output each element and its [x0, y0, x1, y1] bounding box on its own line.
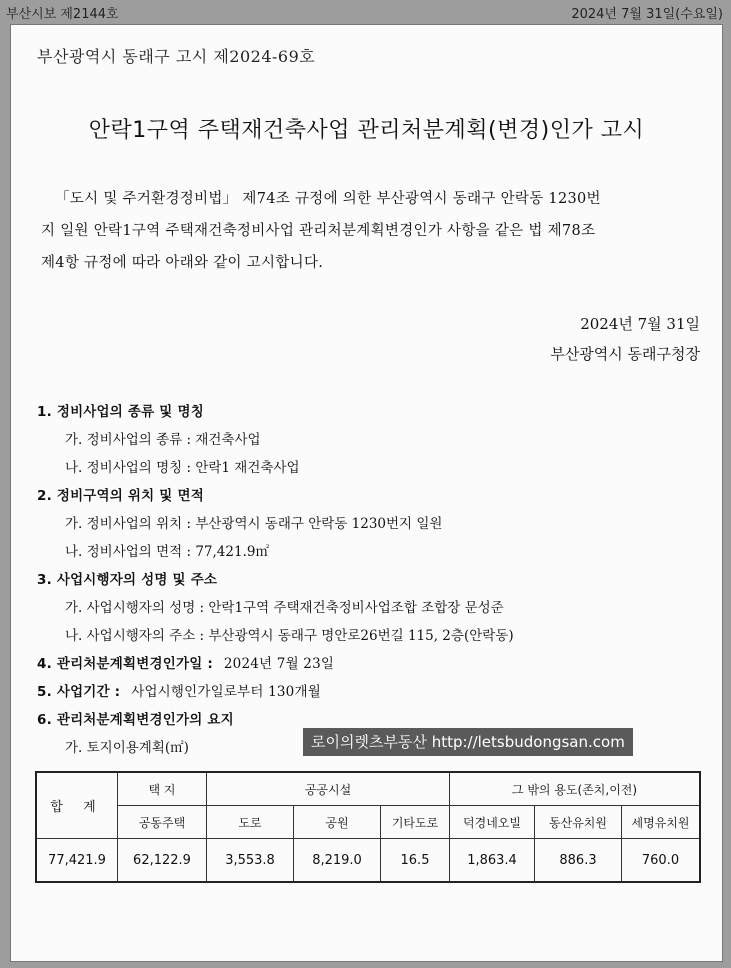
notice-body — [41, 183, 701, 279]
section-title — [37, 652, 334, 672]
table-subheader: 세명유치원 — [622, 806, 701, 839]
bulletin-number: 부산시보 제2144호 — [6, 7, 119, 22]
bulletin-date: 2024년 7월 31일(수요일) — [571, 7, 723, 22]
table-row — [36, 806, 700, 839]
table-cell: 8,219.0 — [294, 839, 381, 883]
table-header: 택 지 — [118, 772, 207, 806]
body-line: 「도시 및 주거환경정비법」 제74조 규정에 의한 부산광역시 동래구 안락동 1230번 — [55, 191, 601, 207]
section-item: 가. 토지이용계획(㎡) — [65, 740, 189, 756]
watermark-banner: 로이의렛츠부동산 http://letsbudongsan.com — [303, 728, 633, 756]
table-subheader: 동산유치원 — [535, 806, 622, 839]
table-header: 그 밖의 용도(존치,이전) — [450, 772, 701, 806]
notice-number: 부산광역시 동래구 고시 제2024-69호 — [37, 47, 316, 66]
notice-signer: 부산광역시 동래구청장 — [550, 345, 700, 363]
land-use-table — [35, 771, 701, 883]
body-line: 지 일원 안락1구역 주택재건축정비사업 관리처분계획변경인가 사항을 같은 법 제78조 — [41, 223, 596, 239]
table-cell: 760.0 — [622, 839, 701, 883]
table-subheader: 덕경네오빌 — [450, 806, 535, 839]
section-value: 2024년 7월 23일 — [223, 656, 335, 672]
table-subheader: 공원 — [294, 806, 381, 839]
section-title: 6. 관리처분계획변경인가의 요지 — [37, 712, 234, 728]
notice-title: 안락1구역 주택재건축사업 관리처분계획(변경)인가 고시 — [88, 118, 645, 143]
notice-page — [10, 24, 723, 962]
section-item: 가. 사업시행자의 성명 : 안락1구역 주택재건축정비사업조합 조합장 문성준 — [65, 600, 504, 616]
section-title: 1. 정비사업의 종류 및 명칭 — [37, 404, 204, 420]
table-subheader: 도로 — [207, 806, 294, 839]
section-item: 나. 사업시행자의 주소 : 부산광역시 동래구 명안로26번길 115, 2층(안락동) — [65, 628, 514, 644]
table-subheader: 공동주택 — [118, 806, 207, 839]
section-label: 5. 사업기간 : — [37, 684, 121, 700]
section-item: 가. 정비사업의 위치 : 부산광역시 동래구 안락동 1230번지 일원 — [65, 516, 443, 532]
notice-date: 2024년 7월 31일 — [580, 315, 700, 333]
section-item: 나. 정비사업의 면적 : 77,421.9㎡ — [65, 544, 269, 560]
section-label: 4. 관리처분계획변경인가일 : — [37, 656, 213, 672]
section-title — [37, 680, 321, 700]
table-row — [36, 772, 700, 806]
section-title: 3. 사업시행자의 성명 및 주소 — [37, 572, 218, 588]
table-row — [36, 839, 700, 883]
table-cell: 3,553.8 — [207, 839, 294, 883]
table-header: 공공시설 — [207, 772, 450, 806]
table-cell: 16.5 — [381, 839, 450, 883]
table-header: 합 계 — [36, 772, 118, 839]
section-value: 사업시행인가일로부터 130개월 — [131, 684, 321, 700]
body-line: 제4항 규정에 따라 아래와 같이 고시합니다. — [41, 255, 324, 271]
table-cell: 77,421.9 — [36, 839, 118, 883]
bulletin-header — [0, 0, 731, 24]
table-cell: 1,863.4 — [450, 839, 535, 883]
section-item: 나. 정비사업의 명칭 : 안락1 재건축사업 — [65, 460, 300, 476]
section-item: 가. 정비사업의 종류 : 재건축사업 — [65, 432, 261, 448]
table-subheader: 기타도로 — [381, 806, 450, 839]
section-title: 2. 정비구역의 위치 및 면적 — [37, 488, 204, 504]
table-cell: 62,122.9 — [118, 839, 207, 883]
table-cell: 886.3 — [535, 839, 622, 883]
